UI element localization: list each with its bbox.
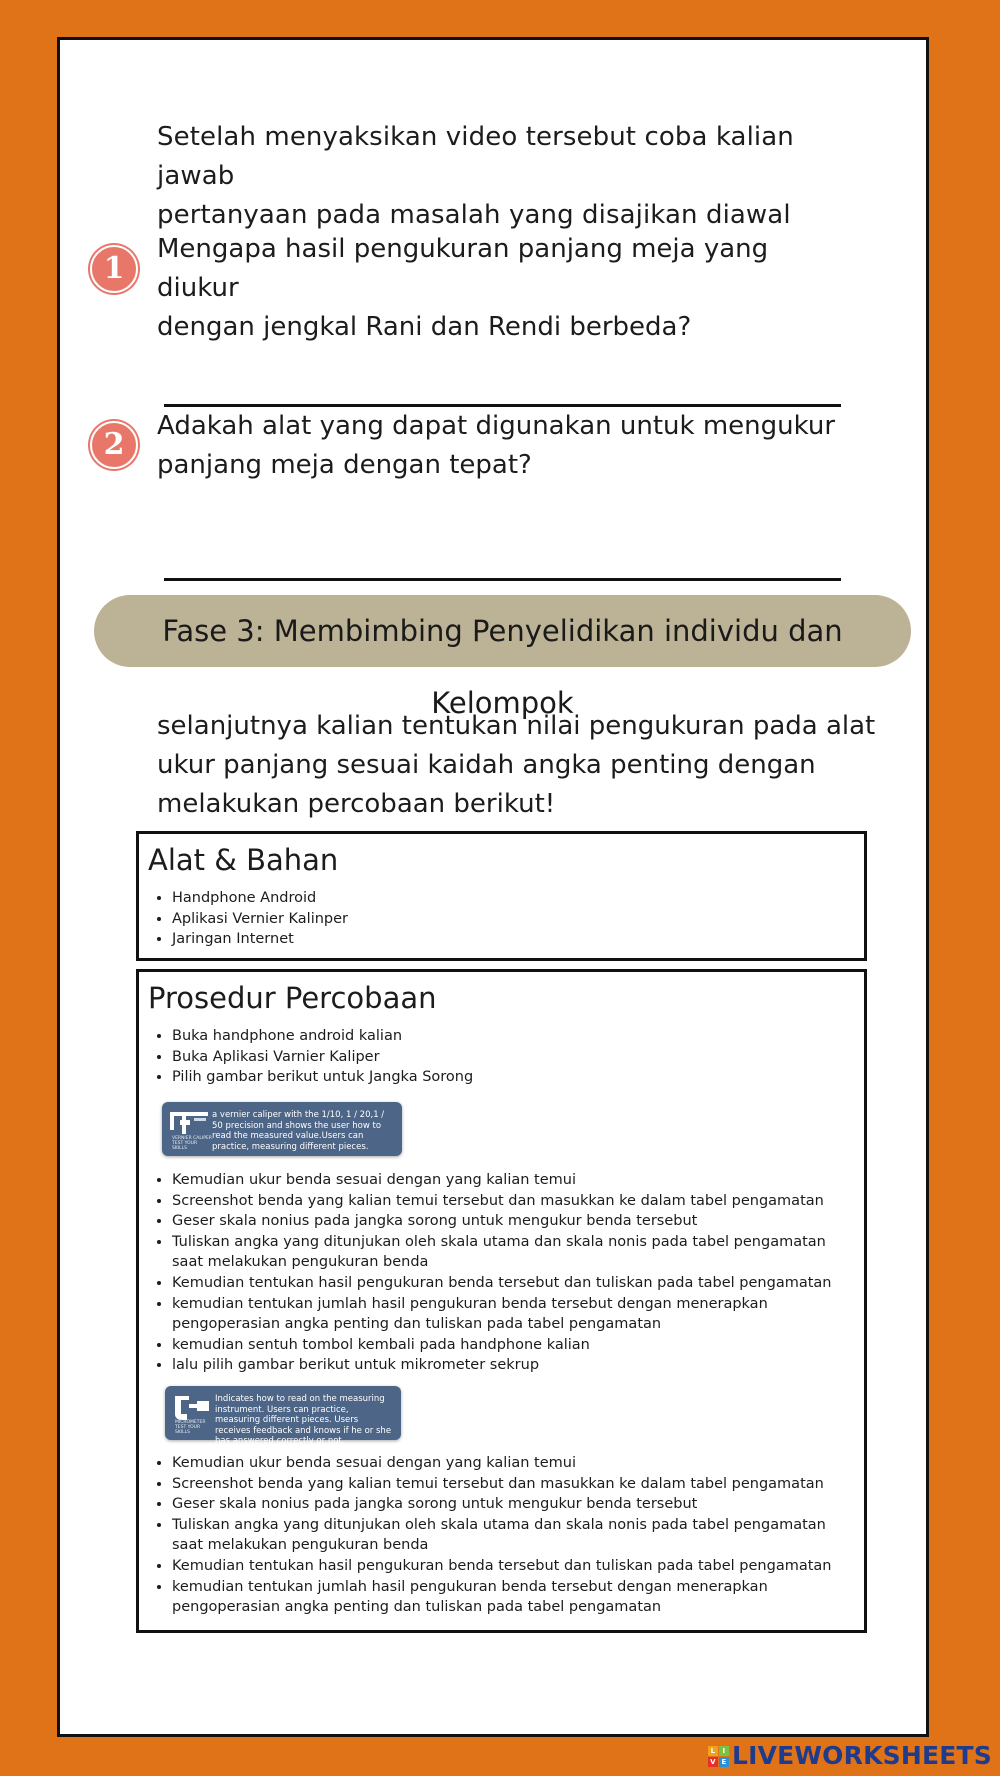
- intro-line-2: pertanyaan pada masalah yang disajikan diawal: [157, 200, 791, 230]
- list-item: • kemudian tentukan jumlah hasil pengukuran benda tersebut dengan menerapkan pengoperasian angka penting dan tuliskan pada tabel pengamatan: [172, 1294, 850, 1335]
- intro-line-1: Setelah menyaksikan video tersebut coba kalian jawab: [157, 122, 794, 191]
- list-item: • Pilih gambar berikut untuk Jangka Sorong: [172, 1067, 850, 1088]
- question-2-line-1: Adakah alat yang dapat digunakan untuk mengukur: [157, 411, 836, 441]
- materials-heading: Alat & Bahan: [148, 843, 339, 877]
- micrometer-caption: MICROMETER TEST YOUR SKILLS: [175, 1420, 206, 1435]
- question-1-text: [157, 230, 857, 347]
- question-1-line-2: dengan jengkal Rani dan Rendi berbeda?: [157, 312, 692, 342]
- list-item: • Buka Aplikasi Varnier Kaliper: [172, 1047, 850, 1068]
- list-item: • Kemudian ukur benda sesuai dengan yang kalian temui: [172, 1453, 850, 1474]
- live-badge-icon: L I V E: [708, 1746, 729, 1767]
- list-item: • Geser skala nonius pada jangka sorong untuk mengukur benda tersebut: [172, 1211, 850, 1232]
- procedure-heading: Prosedur Percobaan: [148, 981, 437, 1015]
- vernier-caliper-thumbnail[interactable]: [162, 1102, 402, 1156]
- procedure-steps-c: [149, 1453, 850, 1618]
- phase-intro-line-2: ukur panjang sesuai kaidah angka penting dengan: [157, 750, 816, 780]
- list-item: • Screenshot benda yang kalian temui tersebut dan masukkan ke dalam tabel pengamatan: [172, 1474, 850, 1495]
- question-2-number-badge: 2: [90, 421, 138, 469]
- list-item: • Tuliskan angka yang ditunjukan oleh skala utama dan skala nonis pada tabel pengamatan saat melakukan pengukuran benda: [172, 1515, 850, 1556]
- list-item: • Kemudian tentukan hasil pengukuran benda tersebut dan tuliskan pada tabel pengamatan: [172, 1556, 850, 1577]
- question-2-answer-line[interactable]: [164, 578, 841, 581]
- liveworksheets-logo[interactable]: [708, 1741, 992, 1771]
- micrometer-thumbnail[interactable]: [165, 1386, 401, 1446]
- brand-name: LIVEWORKSHEETS: [731, 1741, 992, 1770]
- list-item: • Screenshot benda yang kalian temui tersebut dan masukkan ke dalam tabel pengamatan: [172, 1191, 850, 1212]
- materials-list: [149, 888, 850, 950]
- list-item: • Buka handphone android kalian: [172, 1026, 850, 1047]
- list-item: • lalu pilih gambar berikut untuk mikrometer sekrup: [172, 1355, 850, 1376]
- procedure-steps-b: [149, 1170, 850, 1376]
- materials-box: [136, 831, 867, 961]
- question-2-text: [157, 407, 857, 485]
- procedure-box: [136, 969, 867, 1633]
- phase-intro-line-1: selanjutnya kalian tentukan nilai pengukuran pada alat: [157, 711, 876, 741]
- list-item: • Kemudian tentukan hasil pengukuran benda tersebut dan tuliskan pada tabel pengamatan: [172, 1273, 850, 1294]
- intro-text: [157, 118, 857, 235]
- procedure-steps-a: [149, 1026, 850, 1088]
- list-item: • Aplikasi Vernier Kalinper: [172, 909, 850, 930]
- phase-intro-text: [157, 707, 877, 824]
- list-item: • Handphone Android: [172, 888, 850, 909]
- question-1-line-1: Mengapa hasil pengukuran panjang meja yang diukur: [157, 234, 769, 303]
- worksheet-page: [57, 37, 929, 1737]
- question-2-line-2: panjang meja dengan tepat?: [157, 450, 532, 480]
- micrometer-description: Indicates how to read on the measuring instrument. Users can practice, measuring different pieces. Users receives feedback and knows if he or she has answered correctly or not.: [215, 1394, 392, 1446]
- question-1-number-badge: 1: [90, 245, 138, 293]
- list-item: • Geser skala nonius pada jangka sorong untuk mengukur benda tersebut: [172, 1494, 850, 1515]
- phase-3-banner: Fase 3: Membimbing Penyelidikan individu dan Kelompok: [94, 595, 911, 667]
- list-item: • Tuliskan angka yang ditunjukan oleh skala utama dan skala nonis pada tabel pengamatan saat melakukan pengukuran benda: [172, 1232, 850, 1273]
- vernier-caliper-caption: VERNIER CALIPER TEST YOUR SKILLS: [172, 1136, 212, 1151]
- list-item: • Jaringan Internet: [172, 929, 850, 950]
- list-item: • Kemudian ukur benda sesuai dengan yang kalian temui: [172, 1170, 850, 1191]
- list-item: • kemudian sentuh tombol kembali pada handphone kalian: [172, 1335, 850, 1356]
- vernier-caliper-description: a vernier caliper with the 1/10, 1 / 20,1 / 50 precision and shows the user how to read the measured value.Users can practice, measuring different pieces.: [212, 1110, 385, 1152]
- list-item: • kemudian tentukan jumlah hasil pengukuran benda tersebut dengan menerapkan pengoperasian angka penting dan tuliskan pada tabel pengamatan: [172, 1577, 850, 1618]
- phase-intro-line-3: melakukan percobaan berikut!: [157, 789, 556, 819]
